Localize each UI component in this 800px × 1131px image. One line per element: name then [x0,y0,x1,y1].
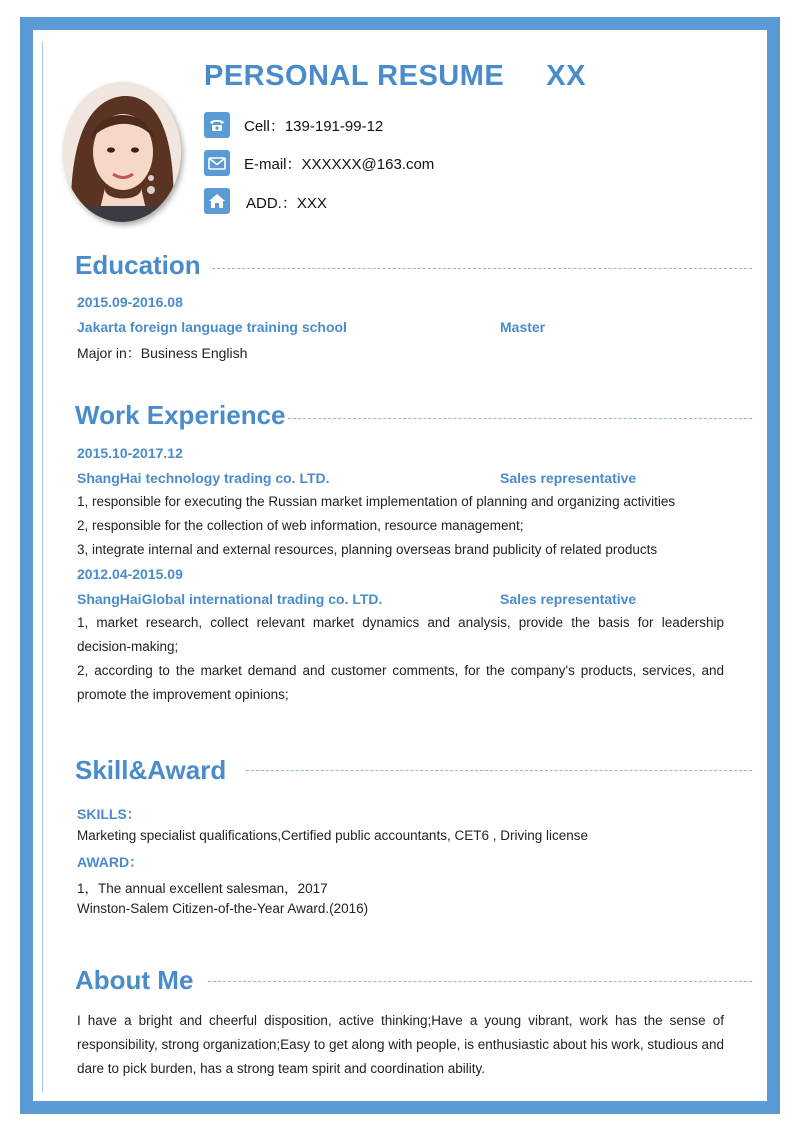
job2-duty: 1, market research, collect relevant market dynamics and analysis, provide the basis for leadership decision-making; [77,615,724,654]
job2-date: 2012.04-2015.09 [77,566,183,582]
skills-divider [246,770,752,771]
resume-title [204,60,586,93]
skills-label: SKILLS： [77,806,141,822]
education-major: Major in：Business English [77,345,248,361]
award-item: Winston-Salem Citizen-of-the-Year Award.(2016) [77,901,369,916]
education-date: 2015.09-2016.08 [77,294,183,310]
education-divider [212,268,752,269]
job1-duty: 1, responsible for executing the Russian market implementation of planning and organizing activities [77,494,676,509]
skills-text: Marketing specialist qualifications,Certified public accountants, CET6 , Driving license [77,828,588,843]
contact-address: ADD.：XXX [246,195,327,212]
education-degree: Master [500,319,546,335]
education-school: Jakarta foreign language training school [77,319,347,335]
job2-duty: 2, according to the market demand and customer comments, for the company's products, services, and promote the improvement opinions; [77,663,724,702]
work-heading: Work Experience [75,400,286,430]
work-divider [288,418,752,419]
mail-icon [204,150,230,176]
skills-heading: Skill&Award [75,755,227,785]
candidate-name: XX [546,60,586,92]
home-icon [204,188,230,214]
contact-cell: Cell：139-191-99-12 [244,118,384,135]
job1-date: 2015.10-2017.12 [77,445,183,461]
about-text: I have a bright and cheerful disposition, active thinking;Have a young vibrant, work has the sense of responsibility, strong organization;Easy to get along with people, is enthusiastic about his work, studious and dare to pick burden, has a strong team spirit and coordination ability. [77,1013,724,1076]
portrait-illustration [63,82,181,222]
profile-photo [63,82,181,222]
job2-position: Sales representative [500,591,637,607]
education-heading: Education [75,250,201,280]
phone-icon [204,112,230,138]
job1-company: ShangHai technology trading co. LTD. [77,470,330,486]
job1-duty: 3, integrate internal and external resources, planning overseas brand publicity of related products [77,542,658,557]
job1-position: Sales representative [500,470,637,486]
job2-company: ShangHaiGlobal international trading co. LTD. [77,591,383,607]
about-divider [208,981,752,982]
about-heading: About Me [75,965,194,995]
award-item: 1，The annual excellent salesman，2017 [77,881,328,896]
award-label: AWARD： [77,854,144,870]
title-text: PERSONAL RESUME [204,60,505,92]
job1-duty: 2, responsible for the collection of web information, resource management; [77,518,524,533]
left-guide-line [42,42,43,1092]
contact-email: E-mail：XXXXXX@163.com [244,156,435,173]
